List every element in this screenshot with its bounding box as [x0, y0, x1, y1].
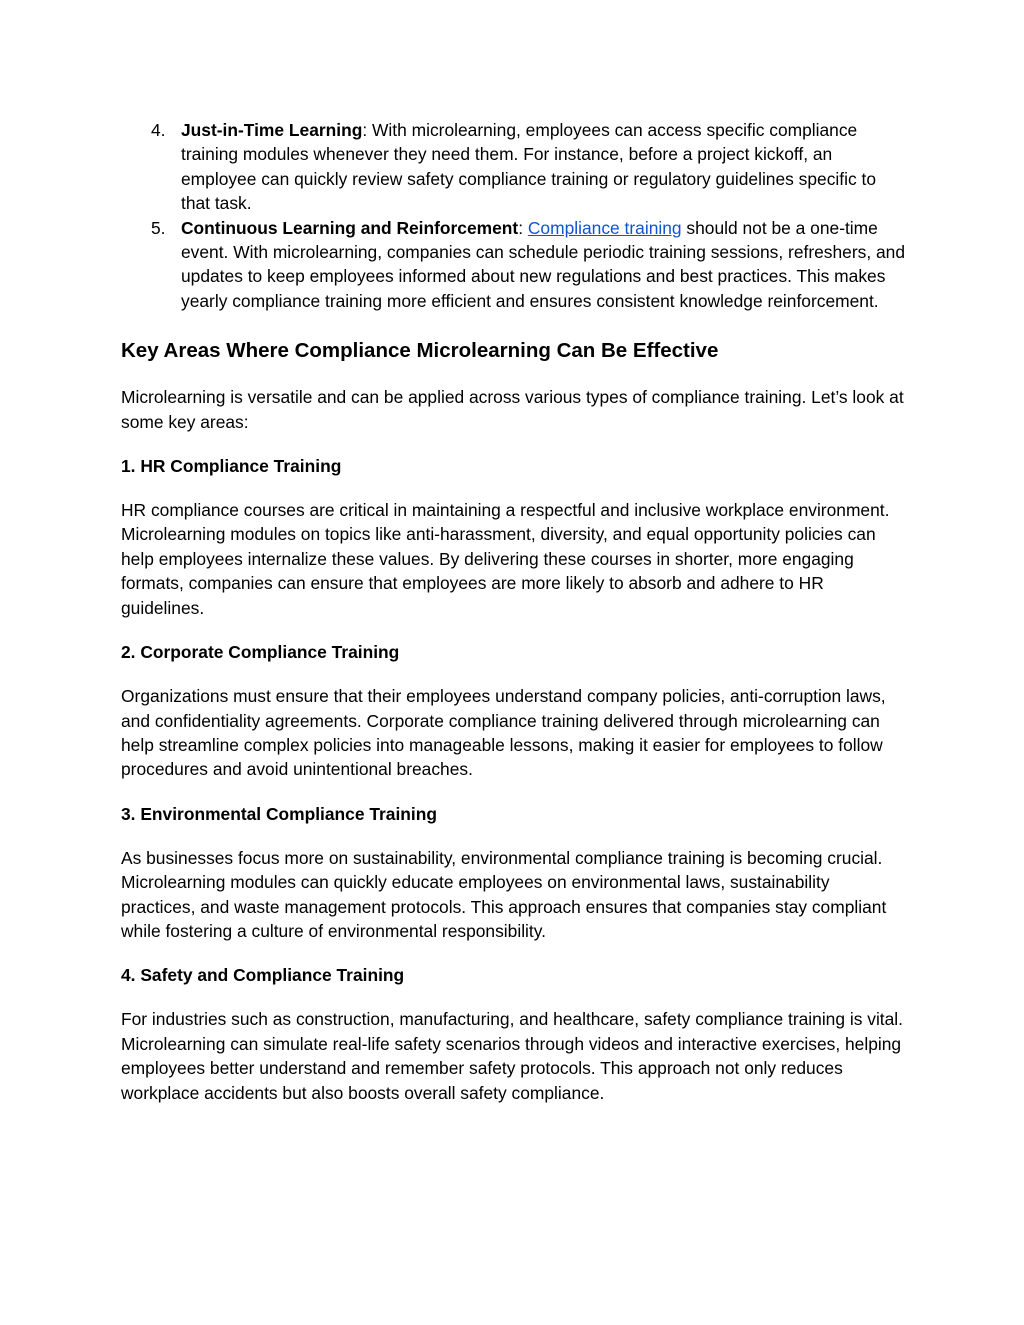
list-item-text: should not be a one-time event. With microlearning, companies can schedule periodic training sessions, refreshers, and updates to keep employees informed about new regulations and best practices. This makes yearly compliance training more efficient and ensures consistent knowledge reinforcement. — [181, 217, 906, 311]
list-item-separator: : — [518, 217, 528, 238]
subsection-body: For industries such as construction, manufacturing, and healthcare, safety compliance training is vital. Microlearning can simulate real-life safety scenarios through videos and interactive exercises, helping employees better understand and remember safety protocols. This approach not only reduces workplace accidents but also boosts overall safety compliance. — [121, 1009, 904, 1103]
intro-paragraph: Microlearning is versatile and can be applied across various types of compliance training. Let’s look at some key areas: — [121, 387, 904, 432]
list-item-separator: : — [362, 120, 368, 140]
list-number: 5. — [151, 217, 166, 238]
list-item-text: With microlearning, employees can access specific compliance training modules whenever they need them. For instance, before a project kickoff, an employee can quickly review safety compliance training or regulatory guidelines specific to that task. — [181, 120, 877, 214]
list-item-title: Just-in-Time Learning — [181, 120, 363, 140]
list-item-title: Continuous Learning and Reinforcement — [181, 217, 519, 238]
subsection-title: 3. Environmental Compliance Training — [121, 803, 437, 824]
subsection-title: 2. Corporate Compliance Training — [121, 642, 400, 663]
list-number: 4. — [151, 120, 166, 140]
subsection-body: As businesses focus more on sustainability, environmental compliance training is becoming crucial. Microlearning modules can quickly educate employees on environmental laws, sustainability practices, and waste management protocols. This approach ensures that companies stay compliant while fostering a culture of environmental responsibility. — [121, 847, 887, 941]
subsection-body: Organizations must ensure that their employees understand company policies, anti-corruption laws, and confidentiality agreements. Corporate compliance training delivered through microlearning can help streamline complex policies into manageable lessons, making it easier for employees to follow procedures and avoid unintentional breaches. — [121, 686, 886, 780]
subsection-title: 1. HR Compliance Training — [121, 456, 342, 477]
list-item — [121, 118, 906, 216]
document-page — [121, 118, 906, 1105]
section-heading: Key Areas Where Compliance Microlearning Can Be Effective — [121, 339, 719, 363]
compliance-training-link[interactable]: Compliance training — [527, 217, 682, 238]
subsection-body: HR compliance courses are critical in maintaining a respectful and inclusive workplace environment. Microlearning modules on topics like anti-harassment, diversity, and equal opportunity policies can help employees internalize these values. By delivering these courses in shorter, more engaging formats, companies can ensure that employees are more likely to absorb and adhere to HR guidelines. — [121, 500, 890, 618]
list-item — [121, 216, 906, 314]
subsection-title: 4. Safety and Compliance Training — [121, 965, 405, 986]
numbered-list — [121, 118, 906, 313]
